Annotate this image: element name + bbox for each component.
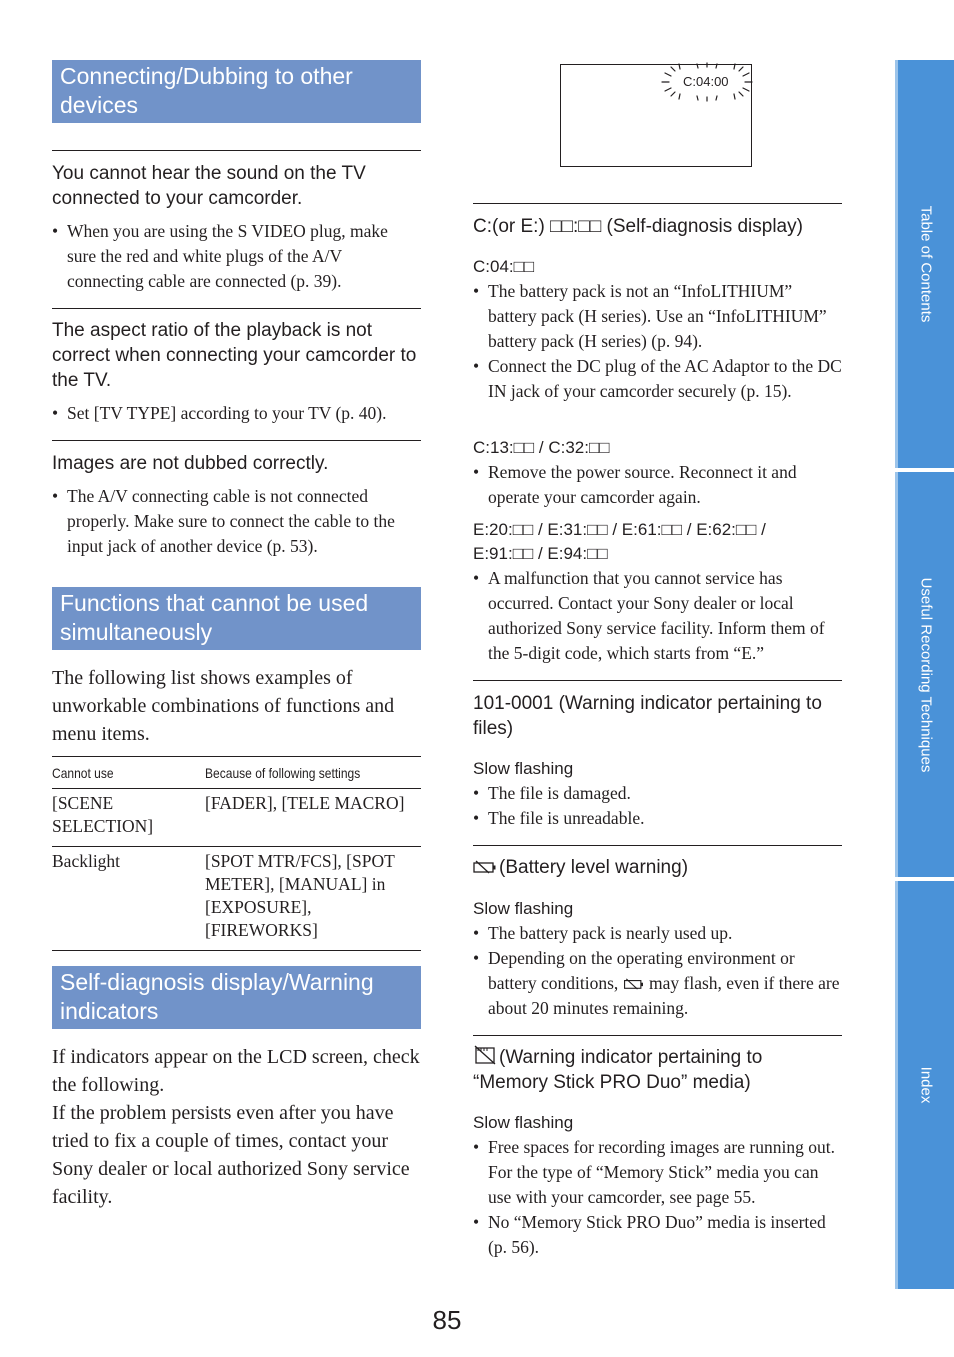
table-header-row [52,757,421,789]
code-bullets [473,460,842,510]
self-diagnosis-intro: If indicators appear on the LCD screen, check the following. [52,1046,420,1096]
code-label: C:04:□□ [473,257,535,276]
list-item: • When you are using the S VIDEO plug, make sure the red and white plugs of the A/V connecting cable are connected (p. 39). [52,219,421,294]
battery-warn-bullet-text-a: Depending on the operating environment or battery conditions, [488,948,795,993]
item-heading-aspect-ratio: The aspect ratio of the playback is not correct when connecting your camcorder to the TV. [52,320,417,391]
battery-warn-bullets [473,921,842,1021]
divider [52,150,421,151]
battery-warning-icon [473,860,497,874]
table-header-settings: Because of following settings [205,757,391,789]
code-label: E:20:□□ / E:31:□□ / E:61:□□ / E:62:□□ / E:91:□□ / E:94:□□ [473,520,766,563]
item-bullets-aspect-ratio [52,401,421,426]
tab-label: Useful Recording Techniques [917,577,935,772]
divider [473,1035,842,1036]
list-item: • The battery pack is nearly used up. [473,921,842,946]
list-item [473,946,842,1021]
self-diag-heading: C:(or E:) □□:□□ (Self-diagnosis display) [473,216,803,237]
list-item: • The file is unreadable. [473,806,842,831]
tab-useful-recording-techniques[interactable] [895,472,954,877]
battery-warn-sub: Slow flashing [473,899,574,918]
divider [52,308,421,309]
warn-files-bullets [473,781,842,831]
memory-stick-warning-icon [473,1045,497,1065]
tab-label: Table of Contents [917,205,935,323]
code-bullets [473,566,842,666]
memory-warn-sub: Slow flashing [473,1113,574,1132]
list-item: • The file is damaged. [473,781,842,806]
tab-label: Index [917,1066,935,1104]
lcd-code: C:04:00 [683,74,729,89]
divider [473,845,842,846]
battery-warn-heading [473,855,842,880]
functions-table [52,756,421,951]
list-item: • Remove the power source. Reconnect it and operate your camcorder again. [473,460,842,510]
divider [473,680,842,681]
list-item: • The battery pack is not an “InfoLITHIUM” battery pack (H series). Use an “InfoLITHIUM” battery pack (H series) (p. 94). [473,279,842,354]
list-item: • Set [TV TYPE] according to your TV (p. 40). [52,401,421,426]
self-diagnosis-intro-2: If the problem persists even after you have tried to fix a couple of times, contact your Sony dealer or local authorized Sony service facility. [52,1102,410,1208]
table-cell: [SPOT MTR/FCS], [SPOT METER], [MANUAL] in [EXPOSURE], [FIREWORKS] [205,847,421,951]
section-title-connecting: Connecting/Dubbing to other devices [52,60,421,123]
tab-table-of-contents[interactable] [895,60,954,468]
page-number: 85 [432,1305,462,1335]
code-bullets [473,279,842,404]
list-item: • No “Memory Stick PRO Duo” media is inserted (p. 56). [473,1210,842,1260]
list-item: • Free spaces for recording images are running out. For the type of “Memory Stick” media you can use with your camcorder, see page 55. [473,1135,842,1210]
table-cell: Backlight [52,847,205,951]
table-header-cannot-use: Cannot use [52,757,184,789]
battery-warn-bullet-text-b: may flash, even if there are about 20 minutes remaining. [488,973,840,1018]
battery-warn-heading-text: (Battery level warning) [499,857,689,878]
list-item: • A malfunction that you cannot service has occurred. Contact your Sony dealer or local authorized Sony service facility. Inform them of the 5-digit code, which starts from “E.” [473,566,842,666]
divider [52,440,421,441]
item-bullets-dubbing [52,484,421,559]
item-heading-tv-sound: You cannot hear the sound on the TV connected to your camcorder. [52,163,366,209]
lcd-screen-illustration [560,64,752,167]
memory-warn-heading-text: (Warning indicator pertaining to “Memory Stick PRO Duo” media) [473,1047,763,1093]
divider [473,203,842,204]
code-label: C:13:□□ / C:32:□□ [473,438,610,457]
section-title-self-diagnosis: Self-diagnosis display/Warning indicators [52,966,421,1029]
item-heading-dubbing: Images are not dubbed correctly. [52,453,329,474]
list-item: • Connect the DC plug of the AC Adaptor to the DC IN jack of your camcorder securely (p. 15). [473,354,842,404]
table-cell: [SCENE SELECTION] [52,789,205,847]
battery-warning-icon [623,978,645,990]
warn-files-heading: 101-0001 (Warning indicator pertaining to files) [473,693,822,739]
list-item: • The A/V connecting cable is not connected properly. Make sure to connect the cable to the input jack of another device (p. 53). [52,484,421,559]
table-row [52,847,421,951]
table-row [52,789,421,847]
warn-files-sub: Slow flashing [473,759,574,778]
tab-index[interactable] [895,881,954,1289]
section-title-functions: Functions that cannot be used simultaneously [52,587,421,650]
table-cell: [FADER], [TELE MACRO] [205,789,421,847]
memory-warn-heading [473,1045,842,1095]
item-bullets-tv-sound [52,219,421,294]
functions-intro: The following list shows examples of unworkable combinations of functions and menu items. [52,667,395,745]
memory-warn-bullets [473,1135,842,1260]
